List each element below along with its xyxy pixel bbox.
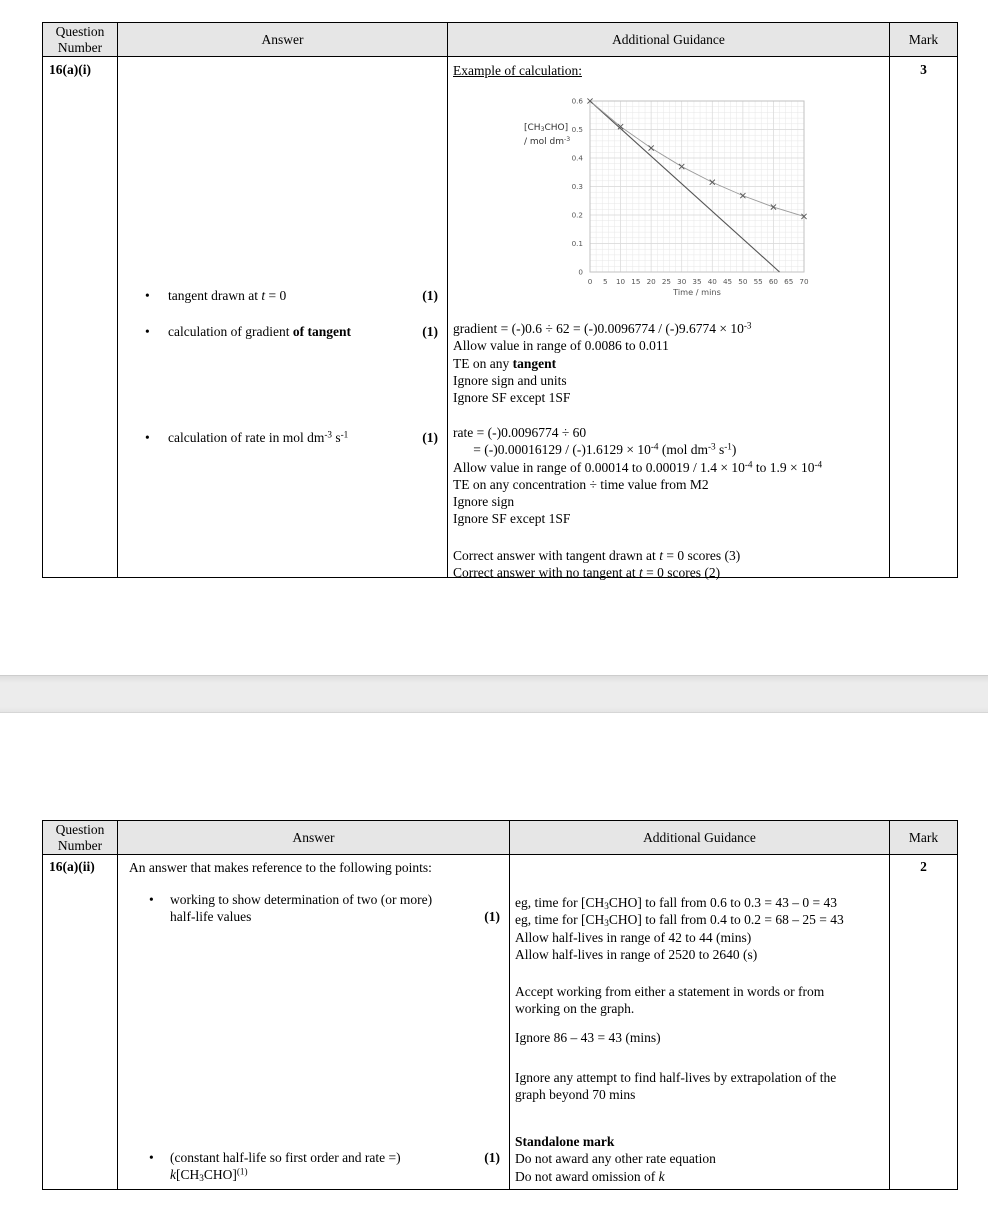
svg-text:0.2: 0.2 <box>571 210 583 220</box>
svg-text:55: 55 <box>753 277 763 286</box>
ignore-extrapolation-guidance-block: Ignore any attempt to find half-lives by extrapolation of the graph beyond 70 mins <box>515 1070 837 1103</box>
bullet-icon: • <box>149 1150 154 1165</box>
markscheme-table-16aii <box>42 820 958 1190</box>
svg-text:0.3: 0.3 <box>571 182 583 192</box>
question-number: 16(a)(ii) <box>49 859 95 874</box>
header-additional-guidance: Additional Guidance <box>510 821 890 855</box>
bullet-text: calculation of gradient of tangent <box>168 324 351 339</box>
svg-text:0: 0 <box>587 277 593 286</box>
correct-answer-guidance-block: Correct answer with tangent drawn at t = 0 scores (3) Correct answer with no tangent at t = 0 scores (2) <box>453 548 741 581</box>
svg-text:50: 50 <box>738 277 748 286</box>
mark-point: (1) <box>422 324 438 339</box>
example-of-calculation-label: Example of calculation: <box>453 63 582 78</box>
svg-text:0.6: 0.6 <box>571 96 583 106</box>
mark-point: (1) <box>484 1150 500 1165</box>
svg-text:Time / mins: Time / mins <box>673 287 721 297</box>
bullet-icon: • <box>145 288 150 303</box>
mark-point: (1) <box>484 909 500 925</box>
header-additional-guidance: Additional Guidance <box>448 23 890 57</box>
answer-bullet-gradient <box>118 323 447 340</box>
mark-value: 3 <box>920 62 927 77</box>
concentration-time-chart <box>448 95 889 307</box>
svg-text:0.4: 0.4 <box>571 153 583 163</box>
svg-text:0.5: 0.5 <box>571 125 583 135</box>
markscheme-table-16ai <box>42 22 958 581</box>
bullet-lines: (constant half-life so first order and rate =) $k[CH_3CHO]^{(1)}$ <box>170 1150 401 1184</box>
svg-text:30: 30 <box>677 277 687 286</box>
standalone-mark-guidance-block: Standalone mark Do not award any other rate equation Do not award omission of k <box>515 1134 716 1184</box>
bullet-text: calculation of rate in mol $dm^{-3}$ $s^{-1}$ <box>168 429 349 445</box>
bullet-icon: • <box>149 892 154 907</box>
svg-text:0: 0 <box>578 267 583 277</box>
page-separator <box>0 675 988 713</box>
header-mark: Mark <box>890 821 957 855</box>
svg-text:25: 25 <box>661 277 672 286</box>
svg-text:45: 45 <box>722 277 733 286</box>
bullet-icon: • <box>145 324 150 339</box>
svg-text:65: 65 <box>784 277 794 286</box>
header-answer: Answer <box>118 23 448 57</box>
answer-bullet-rate-equation <box>118 1149 509 1184</box>
answer-bullet-rate <box>118 429 447 446</box>
header-mark: Mark <box>890 23 957 57</box>
header-question-number: Question Number <box>43 821 118 855</box>
answer-bullet-tangent <box>118 287 447 304</box>
chart-plot-area <box>448 95 889 307</box>
gradient-guidance-block: gradient = $(-)0.6 \div 62 = (-)0.0096774 / (-)9.6774 \times 10^{-3}$ Allow value in range of 0.0086 to 0.011 TE on any tangent Ignore sign and units Ignore SF except 1SF <box>453 320 752 406</box>
svg-text:5: 5 <box>602 277 608 286</box>
guidance-cell <box>510 855 890 1189</box>
mark-point: (1) <box>422 288 438 303</box>
header-question-number: Question Number <box>43 23 118 57</box>
svg-text:15: 15 <box>631 277 641 286</box>
chart-y-axis-label: $[CH_3CHO]$ / mol $dm^{-3}$ <box>524 123 571 147</box>
guidance-cell <box>448 57 890 581</box>
bullet-icon: • <box>145 430 150 445</box>
answer-cell <box>118 855 510 1189</box>
accept-guidance-block: Accept working from either a statement in words or from working on the graph. <box>515 984 825 1017</box>
svg-text:60: 60 <box>768 277 779 286</box>
mark-cell <box>890 57 957 577</box>
answer-cell <box>118 57 448 577</box>
svg-text:0.1: 0.1 <box>571 239 583 249</box>
svg-text:40: 40 <box>707 277 717 286</box>
ignore-mins-guidance-block: Ignore 86 – 43 = 43 (mins) <box>515 1030 661 1045</box>
header-answer: Answer <box>118 821 510 855</box>
question-number-cell <box>43 57 118 577</box>
svg-text:20: 20 <box>646 277 656 286</box>
mark-point: (1) <box>422 430 438 445</box>
answer-bullet-halflife-working <box>118 891 509 926</box>
mark-cell <box>890 855 957 1189</box>
answer-intro: An answer that makes reference to the following points: <box>129 860 432 875</box>
svg-text:35: 35 <box>692 277 702 286</box>
halflife-guidance-block: eg, time for $[CH_3CHO]$ to fall from 0.6 to 0.3 = 43 – 0 = 43 eg, time for $[CH_3CHO]$ to fall from 0.4 to 0.2 = 68 – 25 = 43 Allow half-lives in range of 42 to 44 (mins) Allow half-lives in range of 2520 to 2640 (s) <box>515 895 844 962</box>
rate-guidance-block: rate = (-)0.0096774 ÷ 60 = $(-)0.00016129 / (-)1.6129 \times 10^{-4}$ (mol $dm^{-3}$ $s^{-1}$) Allow value in range of 0.00014 to $0.00019 / 1.4 \times 10^{-4}$ to $1.9 \times 10^{-4}$ TE on any concentration ÷ time value from M2 Ignore sign Ignore SF except 1SF <box>453 425 823 527</box>
question-number-cell <box>43 855 118 1189</box>
bullet-text: tangent drawn at t = 0 <box>168 288 287 303</box>
mark-value: 2 <box>920 859 927 874</box>
svg-text:70: 70 <box>799 277 809 286</box>
bullet-lines: working to show determination of two (or more) half-life values <box>170 892 433 925</box>
svg-text:10: 10 <box>615 277 626 286</box>
question-number: 16(a)(i) <box>49 62 91 77</box>
